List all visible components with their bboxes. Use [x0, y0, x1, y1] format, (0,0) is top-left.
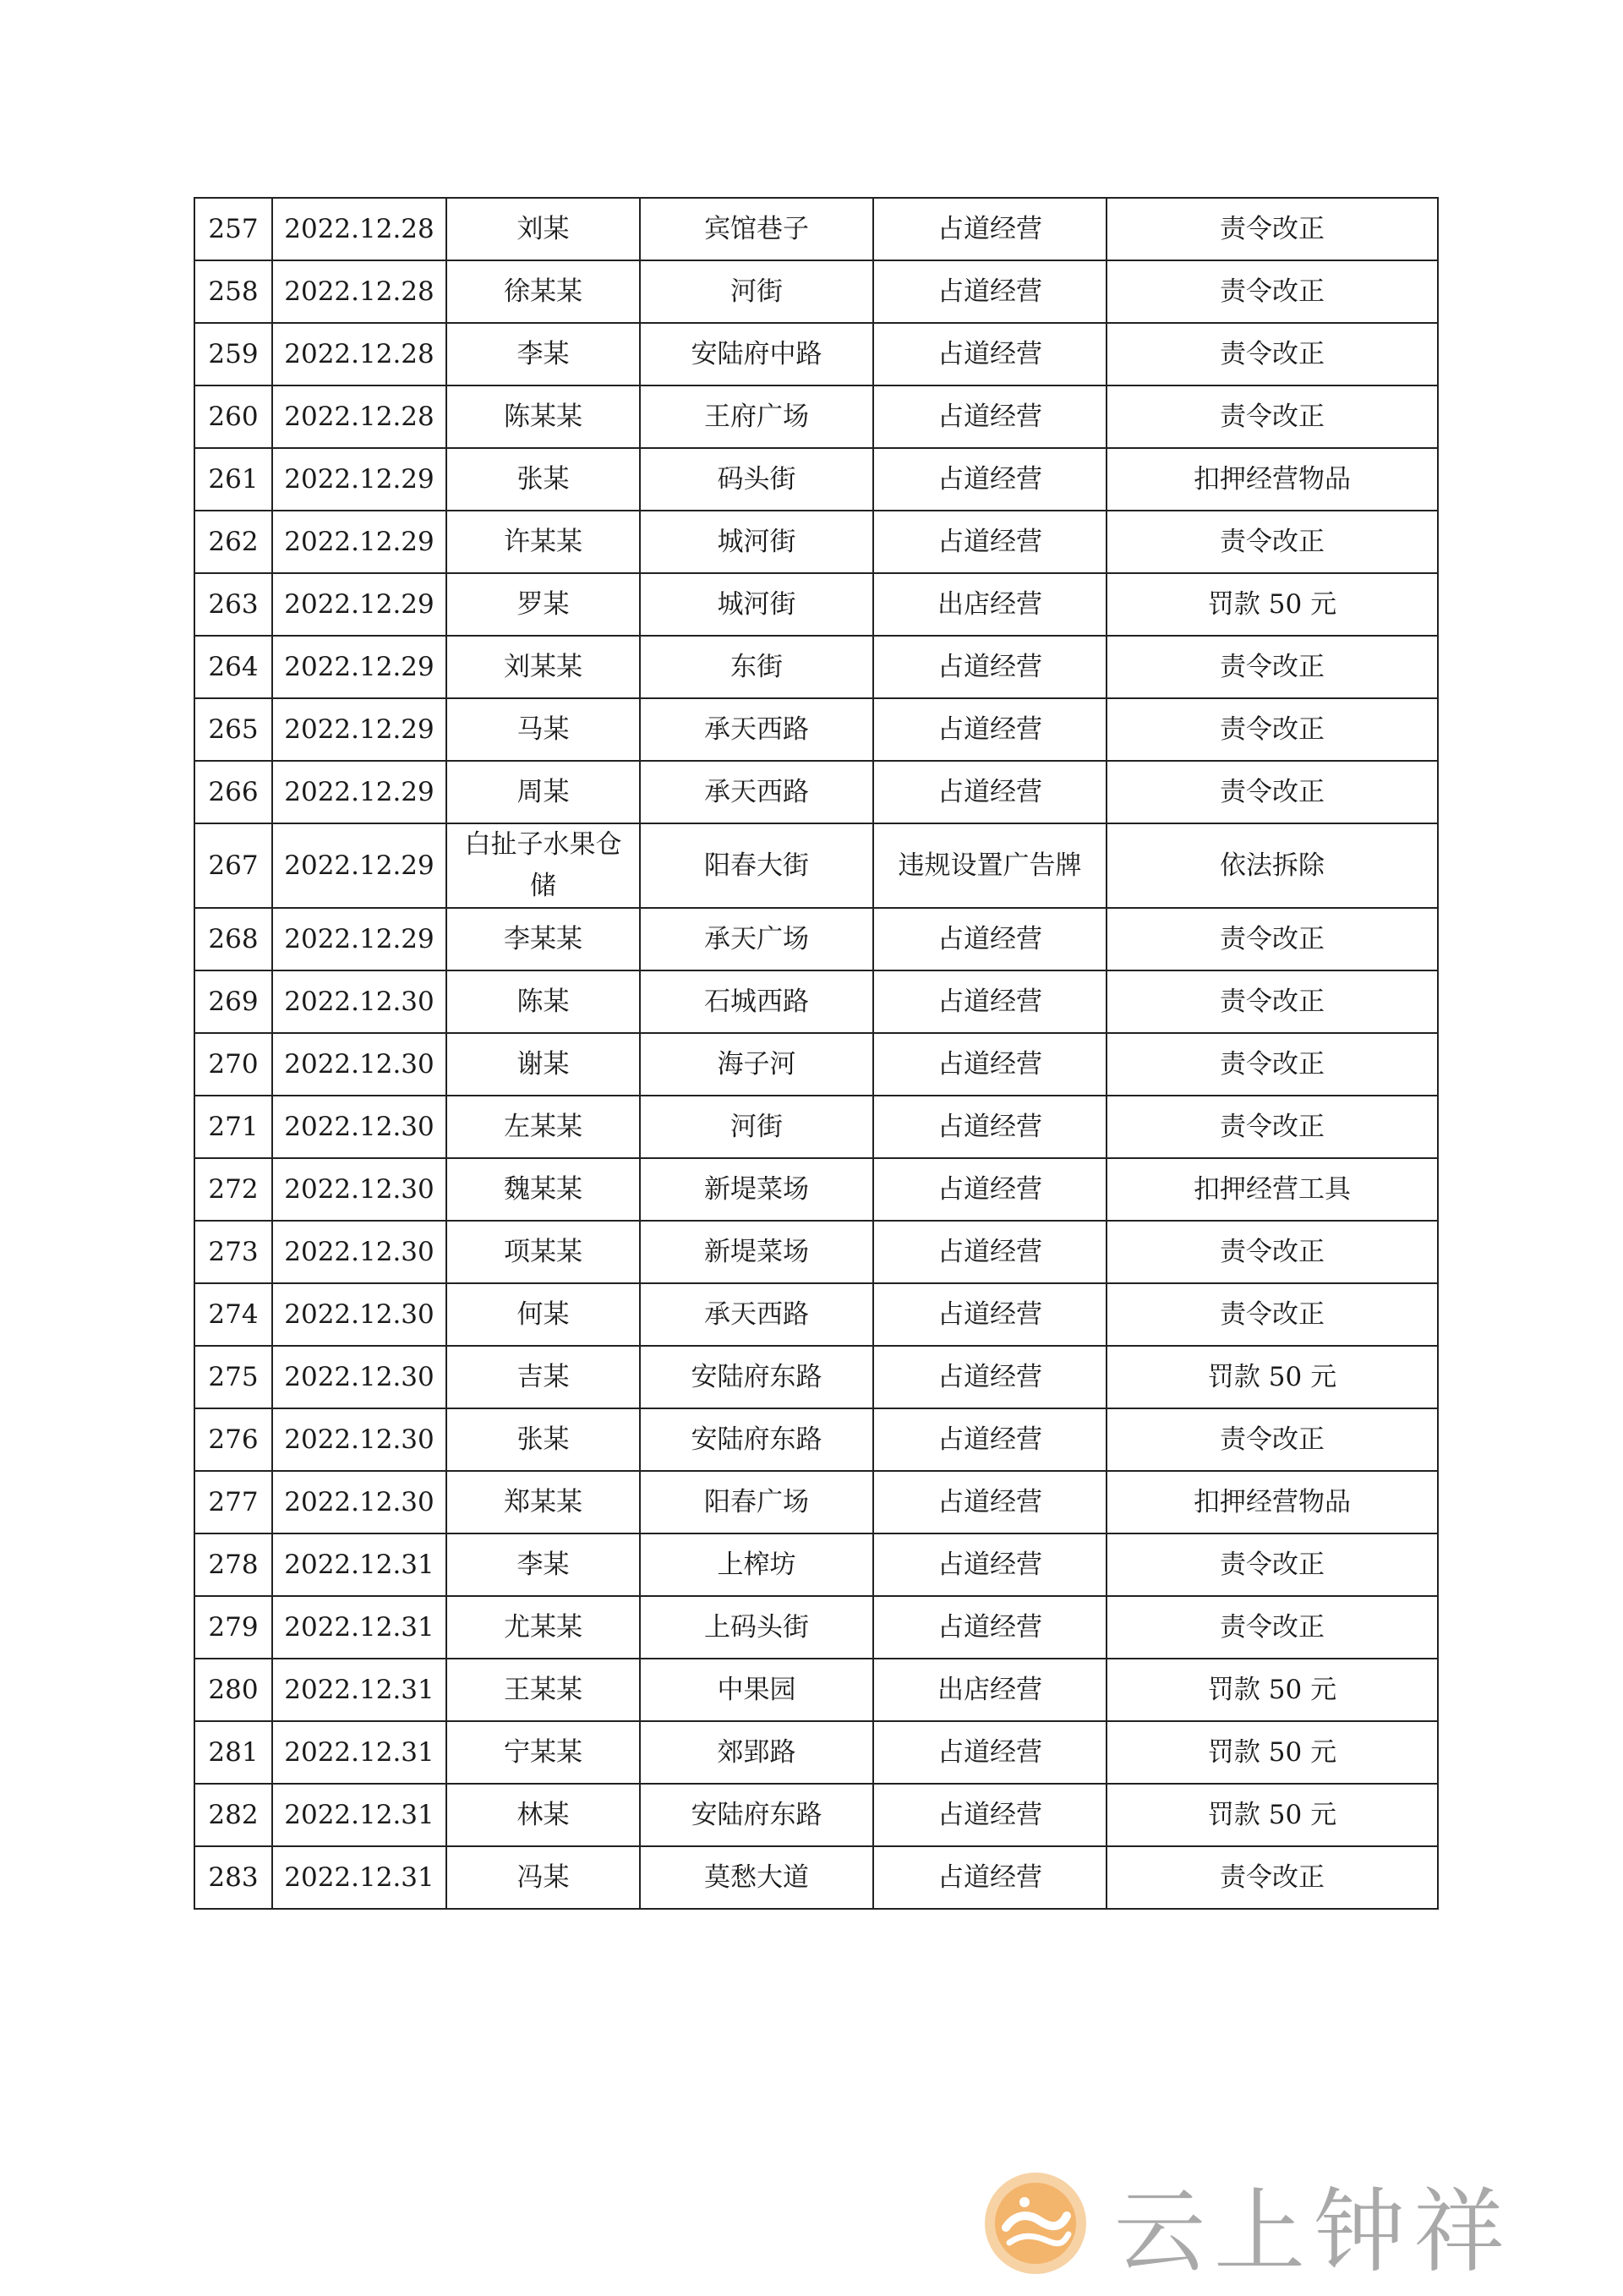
violation-cell: 出店经营 — [873, 573, 1107, 636]
name-cell: 郑某某 — [446, 1471, 640, 1533]
name-cell: 陈某某 — [446, 385, 640, 448]
location-cell: 上码头街 — [640, 1596, 873, 1659]
name-cell: 白扯子水果仓储 — [446, 823, 640, 908]
row-number-cell: 280 — [194, 1659, 272, 1721]
violation-cell: 占道经营 — [873, 1846, 1107, 1909]
row-number-cell: 279 — [194, 1596, 272, 1659]
table-row — [194, 1659, 1438, 1721]
table-row — [194, 698, 1438, 761]
location-cell: 新堤菜场 — [640, 1158, 873, 1221]
location-cell: 安陆府中路 — [640, 323, 873, 385]
table-row — [194, 1784, 1438, 1846]
action-cell: 责令改正 — [1107, 761, 1438, 823]
row-number-cell: 274 — [194, 1283, 272, 1346]
action-cell: 罚款 50 元 — [1107, 1784, 1438, 1846]
table-row — [194, 1471, 1438, 1533]
row-number-cell: 258 — [194, 260, 272, 323]
date-cell: 2022.12.30 — [272, 1408, 446, 1471]
action-cell: 责令改正 — [1107, 908, 1438, 970]
date-cell: 2022.12.29 — [272, 448, 446, 511]
violation-cell: 占道经营 — [873, 908, 1107, 970]
watermark-text: 云上钟祥 — [1114, 2178, 1514, 2285]
row-number-cell: 271 — [194, 1096, 272, 1158]
watermark — [981, 2168, 1514, 2285]
name-cell: 周某 — [446, 761, 640, 823]
name-cell: 项某某 — [446, 1221, 640, 1283]
table-row — [194, 636, 1438, 698]
location-cell: 码头街 — [640, 448, 873, 511]
table-row — [194, 1158, 1438, 1221]
table-row — [194, 1596, 1438, 1659]
date-cell: 2022.12.31 — [272, 1784, 446, 1846]
row-number-cell: 264 — [194, 636, 272, 698]
date-cell: 2022.12.28 — [272, 260, 446, 323]
name-cell: 李某 — [446, 323, 640, 385]
violation-cell: 占道经营 — [873, 1721, 1107, 1784]
action-cell: 责令改正 — [1107, 698, 1438, 761]
table-row — [194, 761, 1438, 823]
location-cell: 城河街 — [640, 573, 873, 636]
violation-cell: 占道经营 — [873, 385, 1107, 448]
name-cell: 陈某 — [446, 970, 640, 1033]
date-cell: 2022.12.29 — [272, 823, 446, 908]
name-cell: 何某 — [446, 1283, 640, 1346]
location-cell: 东街 — [640, 636, 873, 698]
date-cell: 2022.12.30 — [272, 1096, 446, 1158]
records-table-body — [194, 198, 1438, 1909]
name-cell: 许某某 — [446, 511, 640, 573]
violation-cell: 占道经营 — [873, 1346, 1107, 1408]
action-cell: 责令改正 — [1107, 970, 1438, 1033]
table-row — [194, 908, 1438, 970]
table-row — [194, 1033, 1438, 1096]
action-cell: 责令改正 — [1107, 1408, 1438, 1471]
location-cell: 安陆府东路 — [640, 1408, 873, 1471]
location-cell: 新堤菜场 — [640, 1221, 873, 1283]
action-cell: 责令改正 — [1107, 385, 1438, 448]
violation-cell: 违规设置广告牌 — [873, 823, 1107, 908]
table-row — [194, 1408, 1438, 1471]
table-row — [194, 823, 1438, 908]
violation-cell: 占道经营 — [873, 1283, 1107, 1346]
action-cell: 罚款 50 元 — [1107, 1659, 1438, 1721]
name-cell: 张某 — [446, 448, 640, 511]
row-number-cell: 278 — [194, 1533, 272, 1596]
date-cell: 2022.12.31 — [272, 1721, 446, 1784]
location-cell: 郊郢路 — [640, 1721, 873, 1784]
row-number-cell: 277 — [194, 1471, 272, 1533]
date-cell: 2022.12.30 — [272, 1283, 446, 1346]
row-number-cell: 268 — [194, 908, 272, 970]
violation-cell: 占道经营 — [873, 260, 1107, 323]
row-number-cell: 257 — [194, 198, 272, 260]
date-cell: 2022.12.31 — [272, 1846, 446, 1909]
table-row — [194, 323, 1438, 385]
table-row — [194, 1533, 1438, 1596]
action-cell: 罚款 50 元 — [1107, 573, 1438, 636]
action-cell: 依法拆除 — [1107, 823, 1438, 908]
name-cell: 李某某 — [446, 908, 640, 970]
table-row — [194, 198, 1438, 260]
location-cell: 承天广场 — [640, 908, 873, 970]
action-cell: 责令改正 — [1107, 260, 1438, 323]
action-cell: 责令改正 — [1107, 1283, 1438, 1346]
date-cell: 2022.12.30 — [272, 1033, 446, 1096]
name-cell: 徐某某 — [446, 260, 640, 323]
location-cell: 承天西路 — [640, 1283, 873, 1346]
location-cell: 河街 — [640, 1096, 873, 1158]
action-cell: 扣押经营物品 — [1107, 448, 1438, 511]
date-cell: 2022.12.29 — [272, 761, 446, 823]
action-cell: 责令改正 — [1107, 1533, 1438, 1596]
action-cell: 罚款 50 元 — [1107, 1346, 1438, 1408]
table-row — [194, 448, 1438, 511]
location-cell: 城河街 — [640, 511, 873, 573]
row-number-cell: 276 — [194, 1408, 272, 1471]
row-number-cell: 270 — [194, 1033, 272, 1096]
table-row — [194, 1721, 1438, 1784]
row-number-cell: 266 — [194, 761, 272, 823]
records-table — [194, 197, 1439, 1910]
violation-cell: 占道经营 — [873, 970, 1107, 1033]
row-number-cell: 265 — [194, 698, 272, 761]
location-cell: 承天西路 — [640, 761, 873, 823]
location-cell: 王府广场 — [640, 385, 873, 448]
row-number-cell: 283 — [194, 1846, 272, 1909]
name-cell: 宁某某 — [446, 1721, 640, 1784]
action-cell: 责令改正 — [1107, 1596, 1438, 1659]
row-number-cell: 260 — [194, 385, 272, 448]
table-row — [194, 385, 1438, 448]
location-cell: 安陆府东路 — [640, 1346, 873, 1408]
violation-cell: 占道经营 — [873, 698, 1107, 761]
violation-cell: 占道经营 — [873, 1096, 1107, 1158]
row-number-cell: 282 — [194, 1784, 272, 1846]
location-cell: 石城西路 — [640, 970, 873, 1033]
table-row — [194, 970, 1438, 1033]
table-row — [194, 1346, 1438, 1408]
date-cell: 2022.12.29 — [272, 636, 446, 698]
row-number-cell: 275 — [194, 1346, 272, 1408]
location-cell: 阳春大街 — [640, 823, 873, 908]
row-number-cell: 261 — [194, 448, 272, 511]
date-cell: 2022.12.29 — [272, 698, 446, 761]
violation-cell: 占道经营 — [873, 1408, 1107, 1471]
action-cell: 责令改正 — [1107, 1033, 1438, 1096]
table-row — [194, 573, 1438, 636]
table-row — [194, 1096, 1438, 1158]
violation-cell: 占道经营 — [873, 1158, 1107, 1221]
table-row — [194, 1846, 1438, 1909]
date-cell: 2022.12.28 — [272, 385, 446, 448]
row-number-cell: 281 — [194, 1721, 272, 1784]
action-cell: 扣押经营物品 — [1107, 1471, 1438, 1533]
violation-cell: 出店经营 — [873, 1659, 1107, 1721]
table-row — [194, 511, 1438, 573]
name-cell: 刘某 — [446, 198, 640, 260]
row-number-cell: 263 — [194, 573, 272, 636]
date-cell: 2022.12.31 — [272, 1659, 446, 1721]
date-cell: 2022.12.28 — [272, 323, 446, 385]
violation-cell: 占道经营 — [873, 1471, 1107, 1533]
location-cell: 宾馆巷子 — [640, 198, 873, 260]
action-cell: 责令改正 — [1107, 1221, 1438, 1283]
action-cell: 责令改正 — [1107, 511, 1438, 573]
name-cell: 张某 — [446, 1408, 640, 1471]
location-cell: 安陆府东路 — [640, 1784, 873, 1846]
action-cell: 责令改正 — [1107, 636, 1438, 698]
row-number-cell: 259 — [194, 323, 272, 385]
action-cell: 罚款 50 元 — [1107, 1721, 1438, 1784]
violation-cell: 占道经营 — [873, 1533, 1107, 1596]
location-cell: 河街 — [640, 260, 873, 323]
violation-cell: 占道经营 — [873, 761, 1107, 823]
violation-cell: 占道经营 — [873, 636, 1107, 698]
date-cell: 2022.12.29 — [272, 511, 446, 573]
violation-cell: 占道经营 — [873, 1033, 1107, 1096]
name-cell: 马某 — [446, 698, 640, 761]
location-cell: 阳春广场 — [640, 1471, 873, 1533]
name-cell: 魏某某 — [446, 1158, 640, 1221]
date-cell: 2022.12.30 — [272, 1221, 446, 1283]
action-cell: 责令改正 — [1107, 1846, 1438, 1909]
location-cell: 上榨坊 — [640, 1533, 873, 1596]
violation-cell: 占道经营 — [873, 511, 1107, 573]
violation-cell: 占道经营 — [873, 1784, 1107, 1846]
violation-cell: 占道经营 — [873, 323, 1107, 385]
location-cell: 承天西路 — [640, 698, 873, 761]
location-cell: 中果园 — [640, 1659, 873, 1721]
yunshang-logo-icon — [981, 2168, 1090, 2278]
violation-cell: 占道经营 — [873, 198, 1107, 260]
action-cell: 责令改正 — [1107, 198, 1438, 260]
row-number-cell: 272 — [194, 1158, 272, 1221]
name-cell: 刘某某 — [446, 636, 640, 698]
action-cell: 责令改正 — [1107, 1096, 1438, 1158]
date-cell: 2022.12.31 — [272, 1596, 446, 1659]
date-cell: 2022.12.30 — [272, 1346, 446, 1408]
date-cell: 2022.12.31 — [272, 1533, 446, 1596]
violation-cell: 占道经营 — [873, 1221, 1107, 1283]
action-cell: 扣押经营工具 — [1107, 1158, 1438, 1221]
date-cell: 2022.12.28 — [272, 198, 446, 260]
date-cell: 2022.12.30 — [272, 970, 446, 1033]
table-row — [194, 260, 1438, 323]
violation-cell: 占道经营 — [873, 1596, 1107, 1659]
row-number-cell: 269 — [194, 970, 272, 1033]
table-row — [194, 1221, 1438, 1283]
name-cell: 吉某 — [446, 1346, 640, 1408]
date-cell: 2022.12.29 — [272, 908, 446, 970]
name-cell: 王某某 — [446, 1659, 640, 1721]
name-cell: 左某某 — [446, 1096, 640, 1158]
location-cell: 海子河 — [640, 1033, 873, 1096]
date-cell: 2022.12.29 — [272, 573, 446, 636]
name-cell: 林某 — [446, 1784, 640, 1846]
name-cell: 李某 — [446, 1533, 640, 1596]
name-cell: 罗某 — [446, 573, 640, 636]
action-cell: 责令改正 — [1107, 323, 1438, 385]
name-cell: 谢某 — [446, 1033, 640, 1096]
name-cell: 冯某 — [446, 1846, 640, 1909]
table-row — [194, 1283, 1438, 1346]
row-number-cell: 267 — [194, 823, 272, 908]
row-number-cell: 262 — [194, 511, 272, 573]
date-cell: 2022.12.30 — [272, 1158, 446, 1221]
name-cell: 尤某某 — [446, 1596, 640, 1659]
violation-cell: 占道经营 — [873, 448, 1107, 511]
row-number-cell: 273 — [194, 1221, 272, 1283]
date-cell: 2022.12.30 — [272, 1471, 446, 1533]
location-cell: 莫愁大道 — [640, 1846, 873, 1909]
